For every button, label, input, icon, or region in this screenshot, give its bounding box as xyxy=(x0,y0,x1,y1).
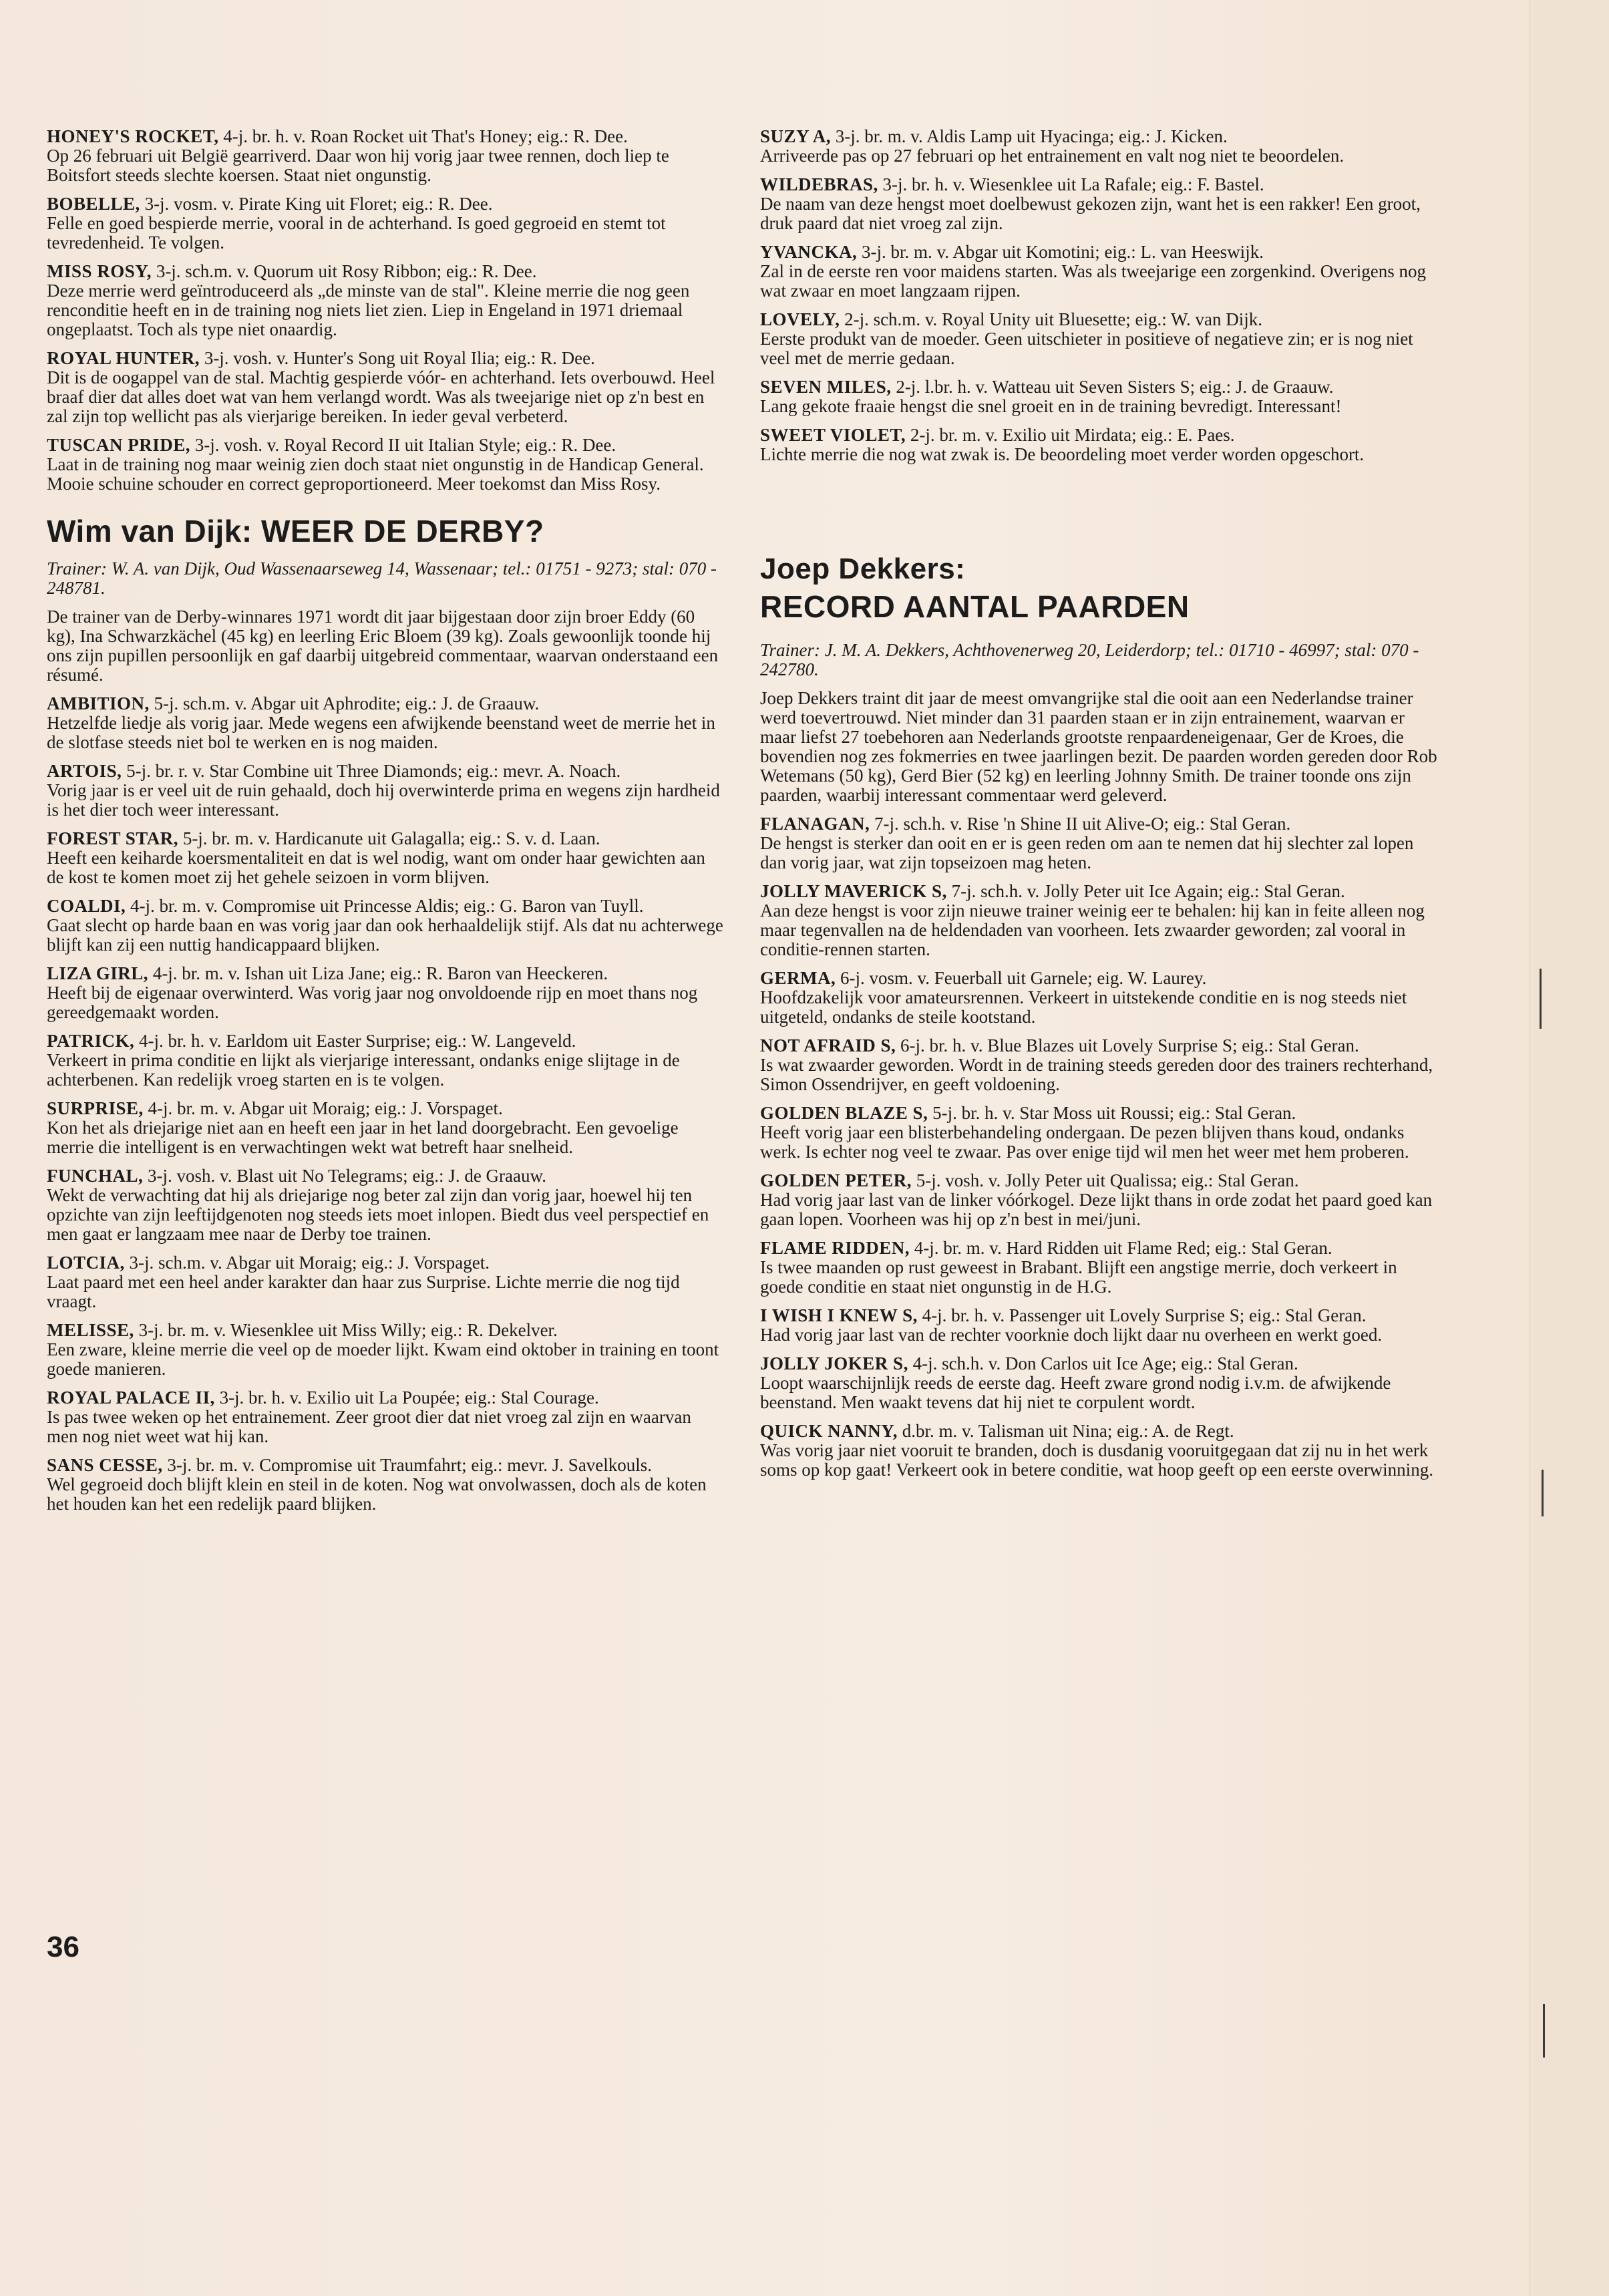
horse-comment: Gaat slecht op harde baan en was vorig jaar dan ook herhaaldelijk stijf. Als dat nu achterwege blijft kan zij een nuttig handicappaard blijken. xyxy=(47,915,723,955)
horse-pedigree: 3-j. sch.m. v. Quorum uit Rosy Ribbon; eig.: R. Dee. xyxy=(152,261,537,281)
horse-entry xyxy=(47,194,725,253)
page-edge xyxy=(1530,0,1609,2296)
horse-comment: Kon het als driejarige niet aan en heeft een jaar in het land doorgebracht. Een gevoelige merrie die intelligent is en verwachtingen wekt wat betreft haar snelheid. xyxy=(47,1118,679,1157)
horse-comment: Laat paard met een heel ander karakter dan haar zus Surprise. Lichte merrie die nog tijd vraagt. xyxy=(47,1272,680,1311)
horse-entry xyxy=(47,694,725,752)
horse-comment: Heeft bij de eigenaar overwinterd. Was vorig jaar nog onvoldoende rijp en moet thans nog gereedgemaakt worden. xyxy=(47,983,698,1022)
horse-entry xyxy=(760,175,1438,233)
horse-header xyxy=(760,814,1438,834)
horse-name: WILDEBRAS, xyxy=(760,174,878,194)
horse-name: FLAME RIDDEN, xyxy=(760,1238,910,1258)
horse-comment: Felle en goed bespierde merrie, vooral in de achterhand. Is goed gegroeid en stemt tot tevredenheid. Te volgen. xyxy=(47,213,666,253)
right-top-entries xyxy=(760,127,1438,464)
intro-paragraph: De trainer van de Derby-winnares 1971 wordt dit jaar bijgestaan door zijn broer Eddy (60 kg), Ina Schwarzkächel (45 kg) en leerling Eric Bloem (39 kg). Zoals gewoonlijk toonde hij ons zijn pupillen persoonlijk en gaf daarbij uitgebreid commentaar, waarvan onderstaand een résumé. xyxy=(47,607,719,685)
horse-entry xyxy=(47,1388,725,1446)
horse-entry xyxy=(760,1422,1438,1480)
left-entries xyxy=(47,694,725,1514)
horse-pedigree: 7-j. sch.h. v. Jolly Peter uit Ice Again; eig.: Stal Geran. xyxy=(946,881,1345,901)
horse-entry xyxy=(760,969,1438,1027)
horse-name: FLANAGAN, xyxy=(760,814,870,834)
horse-name: FUNCHAL, xyxy=(47,1166,144,1186)
horse-name: SWEET VIOLET, xyxy=(760,425,906,445)
horse-pedigree: 3-j. br. m. v. Abgar uit Komotini; eig.: L. van Heeswijk. xyxy=(857,242,1264,262)
horse-comment: Lichte merrie die nog wat zwak is. De beoordeling moet verder worden opgeschort. xyxy=(760,444,1365,464)
horse-header xyxy=(760,882,1438,901)
horse-entry xyxy=(47,349,725,426)
horse-header xyxy=(760,242,1438,262)
horse-comment: De hengst is sterker dan ooit en er is geen reden om aan te nemen dat hij slechter zal lopen dan vorig jaar, wat zijn topseizoen mag heten. xyxy=(760,833,1414,872)
horse-name: I WISH I KNEW S, xyxy=(760,1305,918,1325)
horse-pedigree: 5-j. br. h. v. Star Moss uit Roussi; eig.: Stal Geran. xyxy=(928,1103,1296,1123)
horse-entry xyxy=(760,882,1438,959)
horse-header xyxy=(760,1036,1438,1055)
left-column xyxy=(47,127,725,1523)
horse-entry xyxy=(47,1099,725,1157)
horse-name: GOLDEN PETER, xyxy=(760,1170,912,1190)
horse-header xyxy=(47,694,725,713)
horse-comment: Lang gekote fraaie hengst die snel groeit en in de training bevredigt. Interessant! xyxy=(760,396,1342,416)
horse-comment: Arriveerde pas op 27 februari op het entrainement en valt nog niet te beoordelen. xyxy=(760,146,1345,166)
left-top-entries xyxy=(47,127,725,494)
horse-entry xyxy=(47,1456,725,1514)
horse-name: GERMA, xyxy=(760,968,836,988)
horse-entry xyxy=(47,964,725,1022)
horse-entry xyxy=(760,814,1438,872)
section-title-wim-van-dijk: Wim van Dijk: WEER DE DERBY? xyxy=(47,514,544,548)
horse-name: MELISSE, xyxy=(47,1320,134,1340)
horse-name: BOBELLE, xyxy=(47,194,140,214)
scan-mark xyxy=(1543,2004,1545,2058)
horse-pedigree: 4-j. br. m. v. Hard Ridden uit Flame Red; eig.: Stal Geran. xyxy=(910,1238,1332,1258)
horse-name: NOT AFRAID S, xyxy=(760,1035,896,1055)
horse-comment: Eerste produkt van de moeder. Geen uitschieter in positieve of negatieve zin; er is nog niet veel met de merrie gedaan. xyxy=(760,329,1413,368)
horse-pedigree: 3-j. sch.m. v. Abgar uit Moraig; eig.: J. Vorspaget. xyxy=(124,1253,490,1273)
horse-name: ARTOIS, xyxy=(47,761,122,781)
horse-pedigree: 3-j. br. m. v. Wiesenklee uit Miss Willy; eig.: R. Dekelver. xyxy=(134,1320,558,1340)
horse-pedigree: 4-j. sch.h. v. Don Carlos uit Ice Age; eig.: Stal Geran. xyxy=(908,1353,1298,1373)
section-title-record: RECORD AANTAL PAARDEN xyxy=(760,589,1190,624)
horse-name: FOREST STAR, xyxy=(47,828,179,848)
horse-pedigree: d.br. m. v. Talisman uit Nina; eig.: A. de Regt. xyxy=(898,1421,1234,1441)
horse-pedigree: 7-j. sch.h. v. Rise 'n Shine II uit Alive-O; eig.: Stal Geran. xyxy=(870,814,1291,834)
horse-pedigree: 4-j. br. m. v. Ishan uit Liza Jane; eig.: R. Baron van Heeckeren. xyxy=(148,963,608,983)
horse-name: ROYAL HUNTER, xyxy=(47,348,200,368)
horse-header xyxy=(760,175,1438,194)
horse-header xyxy=(47,349,725,368)
scan-mark xyxy=(1540,969,1542,1029)
horse-entry xyxy=(47,762,725,820)
horse-pedigree: 4-j. br. m. v. Abgar uit Moraig; eig.: J. Vorspaget. xyxy=(143,1098,503,1118)
trainer-info: Trainer: J. M. A. Dekkers, Achthovenerweg 20, Leiderdorp; tel.: 01710 - 46997; stal: 070 - 242780. xyxy=(760,640,1419,679)
horse-header xyxy=(47,1031,725,1051)
horse-entry xyxy=(760,1036,1438,1094)
horse-entry xyxy=(47,262,725,339)
trainer-info: Trainer: W. A. van Dijk, Oud Wassenaarseweg 14, Wassenaar; tel.: 01751 - 9273; stal: 070 - 248781. xyxy=(47,558,717,598)
horse-entry xyxy=(47,1253,725,1311)
section-title-joep-dekkers: Joep Dekkers: xyxy=(760,552,966,585)
horse-header xyxy=(760,377,1438,397)
horse-entry xyxy=(760,1306,1438,1345)
horse-pedigree: 2-j. br. m. v. Exilio uit Mirdata; eig.: E. Paes. xyxy=(906,425,1235,445)
horse-comment: Een zware, kleine merrie die veel op de moeder lijkt. Kwam eind oktober in training en toont goede manieren. xyxy=(47,1339,719,1379)
horse-name: AMBITION, xyxy=(47,693,150,713)
horse-name: QUICK NANNY, xyxy=(760,1421,898,1441)
horse-entry xyxy=(760,1171,1438,1229)
intro-paragraph: Joep Dekkers traint dit jaar de meest omvangrijke stal die ooit aan een Nederlandse trainer werd toevertrouwd. Niet minder dan 31 paarden staan er in zijn entrainement, waarvan er maar liefst 27 toebehoren aan Nederlands grootste renpaardeneigenaar, Ger de Kroes, die bovendien nog zes fokmerries en twee jaarlingen bezit. De paarden worden gereden door Rob Wetemans (50 kg), Gerd Bier (52 kg) en leerling Johnny Smith. De trainer toonde ons zijn paarden, waarbij interessant commentaar werd geleverd. xyxy=(760,688,1437,805)
horse-entry xyxy=(760,127,1438,166)
horse-comment: Dit is de oogappel van de stal. Machtig gespierde vóór- en achterhand. Iets overbouwd. Heel braaf dier dat alles doet wat van hem verlangd wordt. Was als tweejarige niet op z'n best en zal zijn top wellicht pas als vierjarige bereiken. In ieder geval verbeterd. xyxy=(47,367,715,426)
horse-pedigree: 4-j. br. h. v. Roan Rocket uit That's Honey; eig.: R. Dee. xyxy=(218,126,628,146)
horse-name: HONEY'S ROCKET, xyxy=(47,126,219,146)
horse-header xyxy=(760,1354,1438,1373)
horse-pedigree: 2-j. sch.m. v. Royal Unity uit Bluesette; eig.: W. van Dijk. xyxy=(840,309,1263,329)
horse-name: COALDI, xyxy=(47,896,126,916)
horse-entry xyxy=(47,1321,725,1379)
horse-header xyxy=(47,1099,725,1118)
horse-header xyxy=(47,1253,725,1273)
horse-comment: Vorig jaar is er veel uit de ruin gehaald, doch hij overwinterde prima en wegens zijn hardheid is het dier toch weer interessant. xyxy=(47,780,720,820)
horse-name: GOLDEN BLAZE S, xyxy=(760,1103,928,1123)
horse-pedigree: 3-j. vosh. v. Hunter's Song uit Royal Ilia; eig.: R. Dee. xyxy=(200,348,595,368)
horse-header xyxy=(47,262,725,281)
horse-pedigree: 3-j. vosh. v. Blast uit No Telegrams; eig.: J. de Graauw. xyxy=(143,1166,547,1186)
horse-header xyxy=(47,436,725,455)
horse-comment: Hetzelfde liedje als vorig jaar. Mede wegens een afwijkende beenstand weet de merrie het in de slotfase steeds niet bol te werken en is nog maiden. xyxy=(47,713,715,752)
horse-pedigree: 5-j. vosh. v. Jolly Peter uit Qualissa; eig.: Stal Geran. xyxy=(912,1170,1299,1190)
horse-pedigree: 3-j. br. m. v. Compromise uit Traumfahrt; eig.: mevr. J. Savelkouls. xyxy=(162,1455,653,1475)
horse-name: SEVEN MILES, xyxy=(760,377,892,397)
horse-header xyxy=(760,1422,1438,1441)
horse-entry xyxy=(47,436,725,494)
horse-pedigree: 2-j. l.br. h. v. Watteau uit Seven Sisters S; eig.: J. de Graauw. xyxy=(891,377,1334,397)
horse-header xyxy=(760,426,1438,445)
horse-header xyxy=(47,1456,725,1475)
page-number: 36 xyxy=(47,1931,79,1963)
horse-pedigree: 3-j. br. h. v. Exilio uit La Poupée; eig.: Stal Courage. xyxy=(214,1387,599,1408)
horse-header xyxy=(47,896,725,916)
horse-comment: Loopt waarschijnlijk reeds de eerste dag. Heeft zware grond nodig i.v.m. de afwijkende beenstand. Men waakt tevens dat hij niet te corpulent wordt. xyxy=(760,1373,1391,1412)
horse-entry xyxy=(47,1031,725,1090)
horse-header xyxy=(760,310,1438,329)
horse-name: MISS ROSY, xyxy=(47,261,152,281)
horse-name: SUZY A, xyxy=(760,126,832,146)
horse-entry xyxy=(760,310,1438,368)
horse-comment: Zal in de eerste ren voor maidens starten. Was als tweejarige een zorgenkind. Overigens nog wat zwaar en moet langzaam rijpen. xyxy=(760,261,1426,301)
horse-entry xyxy=(47,829,725,887)
horse-comment: Heeft een keiharde koersmentaliteit en dat is wel nodig, want om onder haar gewichten aan de kost te komen moet zij het gehele seizoen in vorm blijven. xyxy=(47,848,705,887)
horse-comment: De naam van deze hengst moet doelbewust gekozen zijn, want het is een rakker! Een groot, druk paard dat niet vroeg zal zijn. xyxy=(760,194,1421,233)
horse-comment: Deze merrie werd geïntroduceerd als „de minste van de stal". Kleine merrie die nog geen renconditie heeft en in de training nog niets liet zien. Liep in Engeland in 1971 driemaal ongeplaatst. Toch als type niet onaardig. xyxy=(47,281,690,339)
horse-pedigree: 5-j. br. m. v. Hardicanute uit Galagalla; eig.: S. v. d. Laan. xyxy=(178,828,600,848)
horse-header xyxy=(760,1104,1438,1123)
horse-pedigree: 3-j. br. m. v. Aldis Lamp uit Hyacinga; eig.: J. Kicken. xyxy=(831,126,1228,146)
horse-name: ROYAL PALACE II, xyxy=(47,1387,215,1408)
horse-comment: Wekt de verwachting dat hij als driejarige nog beter zal zijn dan vorig jaar, hoewel hij ten opzichte van zijn leeftijdgenoten nog steeds iets moet inlopen. Biedt dus veel perspectief en men gaat er langzaam mee naar de Derby toe trainen. xyxy=(47,1185,709,1244)
horse-entry xyxy=(760,426,1438,464)
horse-entry xyxy=(47,896,725,955)
horse-header xyxy=(47,1166,725,1186)
horse-header xyxy=(47,1321,725,1340)
horse-name: TUSCAN PRIDE, xyxy=(47,435,191,455)
horse-header xyxy=(760,1306,1438,1325)
horse-header xyxy=(760,1239,1438,1258)
horse-pedigree: 4-j. br. h. v. Passenger uit Lovely Surprise S; eig.: Stal Geran. xyxy=(917,1305,1367,1325)
horse-comment: Had vorig jaar last van de rechter voorknie doch lijkt daar nu overheen en werkt goed. xyxy=(760,1325,1383,1345)
horse-pedigree: 5-j. br. r. v. Star Combine uit Three Diamonds; eig.: mevr. A. Noach. xyxy=(122,761,621,781)
horse-pedigree: 3-j. vosh. v. Royal Record II uit Italian Style; eig.: R. Dee. xyxy=(190,435,616,455)
horse-header xyxy=(760,1171,1438,1190)
scan-mark xyxy=(1542,1470,1544,1516)
right-entries xyxy=(760,814,1438,1480)
horse-name: JOLLY JOKER S, xyxy=(760,1353,908,1373)
horse-name: LOVELY, xyxy=(760,309,840,329)
horse-header xyxy=(760,127,1438,146)
horse-name: SURPRISE, xyxy=(47,1098,144,1118)
horse-pedigree: 5-j. sch.m. v. Abgar uit Aphrodite; eig.: J. de Graauw. xyxy=(149,693,540,713)
horse-name: YVANCKA, xyxy=(760,242,858,262)
horse-pedigree: 3-j. br. h. v. Wiesenklee uit La Rafale; eig.: F. Bastel. xyxy=(878,174,1264,194)
horse-comment: Is pas twee weken op het entrainement. Zeer groot dier dat niet vroeg zal zijn en waarvan men nog niet weet wat hij kan. xyxy=(47,1407,691,1446)
right-column xyxy=(760,127,1438,1489)
horse-pedigree: 6-j. vosm. v. Feuerball uit Garnele; eig. W. Laurey. xyxy=(836,968,1207,988)
horse-comment: Hoofdzakelijk voor amateursrennen. Verkeert in uitstekende conditie en is nog steeds niet uitgeteld, ondanks de steile kootstand. xyxy=(760,987,1407,1027)
horse-header xyxy=(47,829,725,848)
horse-pedigree: 4-j. br. m. v. Compromise uit Princesse Aldis; eig.: G. Baron van Tuyll. xyxy=(126,896,644,916)
horse-comment: Was vorig jaar niet vooruit te branden, doch is dusdanig vooruitgegaan dat zij nu in het werk soms op kop gaat! Verkeert ook in betere conditie, wat hoop geeft op een eerste overwinning. xyxy=(760,1440,1433,1480)
horse-pedigree: 3-j. vosm. v. Pirate King uit Floret; eig.: R. Dee. xyxy=(140,194,493,214)
horse-header xyxy=(47,762,725,781)
horse-pedigree: 4-j. br. h. v. Earldom uit Easter Surprise; eig.: W. Langeveld. xyxy=(134,1031,576,1051)
horse-header xyxy=(47,964,725,983)
horse-entry xyxy=(760,1354,1438,1412)
horse-name: SANS CESSE, xyxy=(47,1455,163,1475)
horse-comment: Is twee maanden op rust geweest in Brabant. Blijft een angstige merrie, doch verkeert in goede conditie en staat niet ongunstig in de H.G. xyxy=(760,1257,1397,1297)
horse-name: LIZA GIRL, xyxy=(47,963,149,983)
horse-header xyxy=(47,127,725,146)
horse-comment: Heeft vorig jaar een blisterbehandeling ondergaan. De pezen blijven thans koud, ondanks werk. Is echter nog veel te zwaar. Pas over enige tijd wil men het weer met hem proberen. xyxy=(760,1122,1409,1162)
horse-header xyxy=(47,1388,725,1408)
horse-name: PATRICK, xyxy=(47,1031,135,1051)
horse-name: LOTCIA, xyxy=(47,1253,125,1273)
horse-comment: Had vorig jaar last van de linker vóórkogel. Deze lijkt thans in orde zodat het paard goed kan gaan lopen. Voorheen was hij op z'n best in mei/juni. xyxy=(760,1190,1433,1229)
horse-entry xyxy=(760,377,1438,416)
horse-comment: Verkeert in prima conditie en lijkt als vierjarige interessant, ondanks enige slijtage in de achterbenen. Kan redelijk vroeg starten en is te volgen. xyxy=(47,1050,680,1090)
horse-entry xyxy=(760,1239,1438,1297)
horse-comment: Laat in de training nog maar weinig zien doch staat niet ongunstig in de Handicap General. Mooie schuine schouder en correct geproportioneerd. Meer toekomst dan Miss Rosy. xyxy=(47,454,704,494)
horse-entry xyxy=(47,1166,725,1244)
horse-entry xyxy=(760,1104,1438,1162)
horse-header xyxy=(760,969,1438,988)
horse-comment: Wel gegroeid doch blijft klein en steil in de koten. Nog wat onvolwassen, doch als de koten het houden kan het een redelijk paard blijken. xyxy=(47,1474,707,1514)
horse-entry xyxy=(47,127,725,185)
horse-comment: Aan deze hengst is voor zijn nieuwe trainer weinig eer te behalen: hij kan in feite alleen nog maar tegenvallen na de heldendaden van voorheen. Iets zwaarder geworden; zal vooral in conditie-rennen starten. xyxy=(760,900,1425,959)
horse-name: JOLLY MAVERICK S, xyxy=(760,881,947,901)
horse-entry xyxy=(760,242,1438,301)
horse-comment: Op 26 februari uit België gearriverd. Daar won hij vorig jaar twee rennen, doch liep te Boitsfort steeds slechte koersen. Staat niet ongunstig. xyxy=(47,146,669,185)
horse-header xyxy=(47,194,725,214)
horse-pedigree: 6-j. br. h. v. Blue Blazes uit Lovely Surprise S; eig.: Stal Geran. xyxy=(896,1035,1359,1055)
horse-comment: Is wat zwaarder geworden. Wordt in de training steeds gereden door des trainers rechterhand, Simon Ossendrijver, en geeft voldoening. xyxy=(760,1055,1433,1094)
